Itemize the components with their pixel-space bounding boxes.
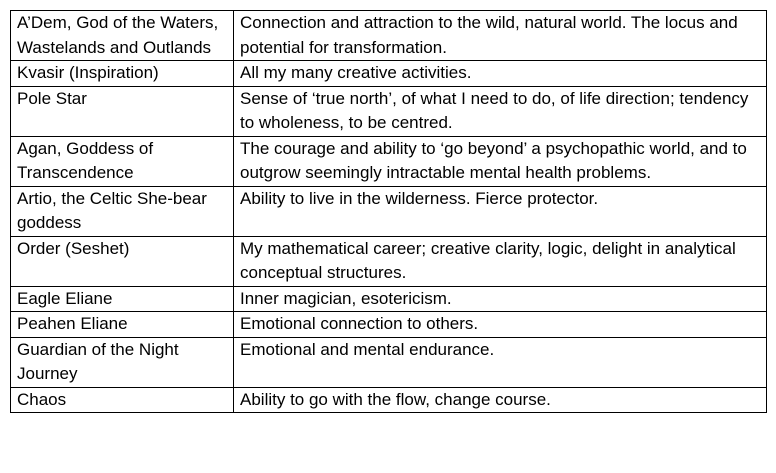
table-row [11,11,767,61]
row-meaning-cell: Sense of ‘true north’, of what I need to do, of life direction; tendency to wholeness, to be centred. [234,86,767,136]
row-meaning-cell: Connection and attraction to the wild, natural world. The locus and potential for transformation. [234,11,767,61]
archetype-table [10,10,767,413]
row-meaning-cell: Emotional connection to others. [234,312,767,338]
table-row [11,236,767,286]
row-name-cell: A’Dem, God of the Waters, Wastelands and Outlands [11,11,234,61]
row-name-cell: Eagle Eliane [11,286,234,312]
row-name-cell: Guardian of the Night Journey [11,337,234,387]
row-name-cell: Agan, Goddess of Transcendence [11,136,234,186]
table-row [11,186,767,236]
row-name-cell: Artio, the Celtic She-bear goddess [11,186,234,236]
table-row [11,86,767,136]
row-meaning-cell: The courage and ability to ‘go beyond’ a psychopathic world, and to outgrow seemingly intractable mental health problems. [234,136,767,186]
table-row [11,312,767,338]
row-name-cell: Order (Seshet) [11,236,234,286]
table-row [11,387,767,413]
row-name-cell: Pole Star [11,86,234,136]
row-name-cell: Chaos [11,387,234,413]
row-meaning-cell: Emotional and mental endurance. [234,337,767,387]
row-name-cell: Kvasir (Inspiration) [11,61,234,87]
row-meaning-cell: My mathematical career; creative clarity, logic, delight in analytical conceptual structures. [234,236,767,286]
row-meaning-cell: All my many creative activities. [234,61,767,87]
row-name-cell: Peahen Eliane [11,312,234,338]
row-meaning-cell: Ability to go with the flow, change course. [234,387,767,413]
table-row [11,286,767,312]
table-row [11,61,767,87]
table-row [11,136,767,186]
row-meaning-cell: Ability to live in the wilderness. Fierce protector. [234,186,767,236]
row-meaning-cell: Inner magician, esotericism. [234,286,767,312]
table-row [11,337,767,387]
